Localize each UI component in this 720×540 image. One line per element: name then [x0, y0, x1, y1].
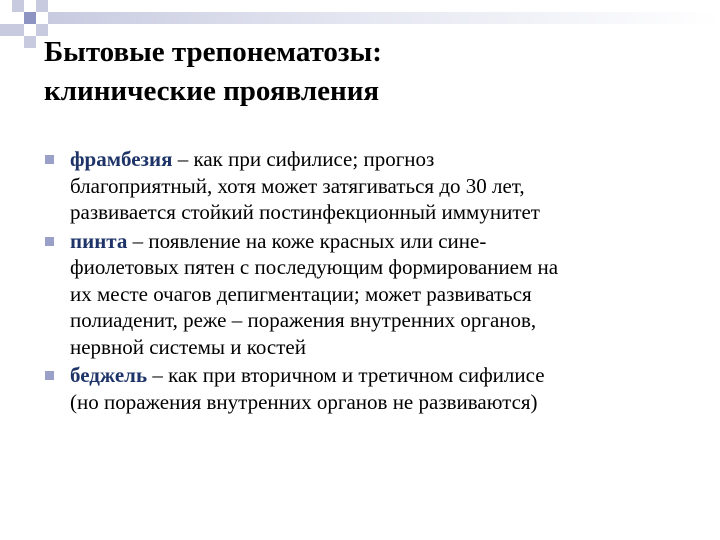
- bullet-text: – появление на коже красных или сине-: [127, 228, 487, 253]
- bullet-line: (но поражения внутренних органов не развиваются): [70, 389, 538, 414]
- corner-square: [36, 0, 48, 12]
- square-bullet-icon: [45, 155, 54, 164]
- bullet-item-bejel: [44, 362, 704, 415]
- bullet-text: – как при сифилисе; прогноз: [172, 147, 435, 171]
- bullet-line: [70, 146, 704, 173]
- bullet-list: [44, 146, 704, 415]
- slide-title-line: Бытовые трепонематозы:: [44, 36, 382, 68]
- bullet-line: полиаденит, реже – поражения внутренних органов,: [70, 308, 537, 332]
- square-bullet-icon: [45, 371, 54, 380]
- bullet-line: развивается стойкий постинфекционный иммунитет: [70, 200, 540, 224]
- bullet-line: фиолетовых пятен с последующим формированием на: [70, 255, 559, 279]
- bullet-text: – как при вторичном и третичном сифилисе: [147, 363, 545, 387]
- bullet-line: [70, 228, 704, 255]
- bullet-line: их месте очагов депигментации; может развиваться: [70, 281, 532, 306]
- bullet-line: [70, 362, 704, 389]
- corner-square: [12, 0, 24, 12]
- corner-square: [12, 24, 24, 36]
- bullet-item-frambesia: [44, 146, 704, 226]
- bullet-line: нервной системы и костей: [70, 334, 306, 359]
- header-gradient-band: [48, 12, 720, 24]
- corner-square: [24, 12, 36, 24]
- corner-square: [0, 24, 12, 36]
- term-label: фрамбезия: [70, 147, 173, 171]
- square-bullet-icon: [45, 237, 54, 246]
- slide-title: [44, 33, 684, 111]
- slide-title-line: клинические проявления: [44, 75, 380, 107]
- bullet-item-pinta: [44, 228, 704, 361]
- bullet-line: благоприятный, хотя может затягиваться до 30 лет,: [70, 173, 525, 198]
- term-label: беджель: [70, 363, 148, 387]
- term-label: пинта: [70, 228, 128, 253]
- corner-square: [24, 36, 36, 48]
